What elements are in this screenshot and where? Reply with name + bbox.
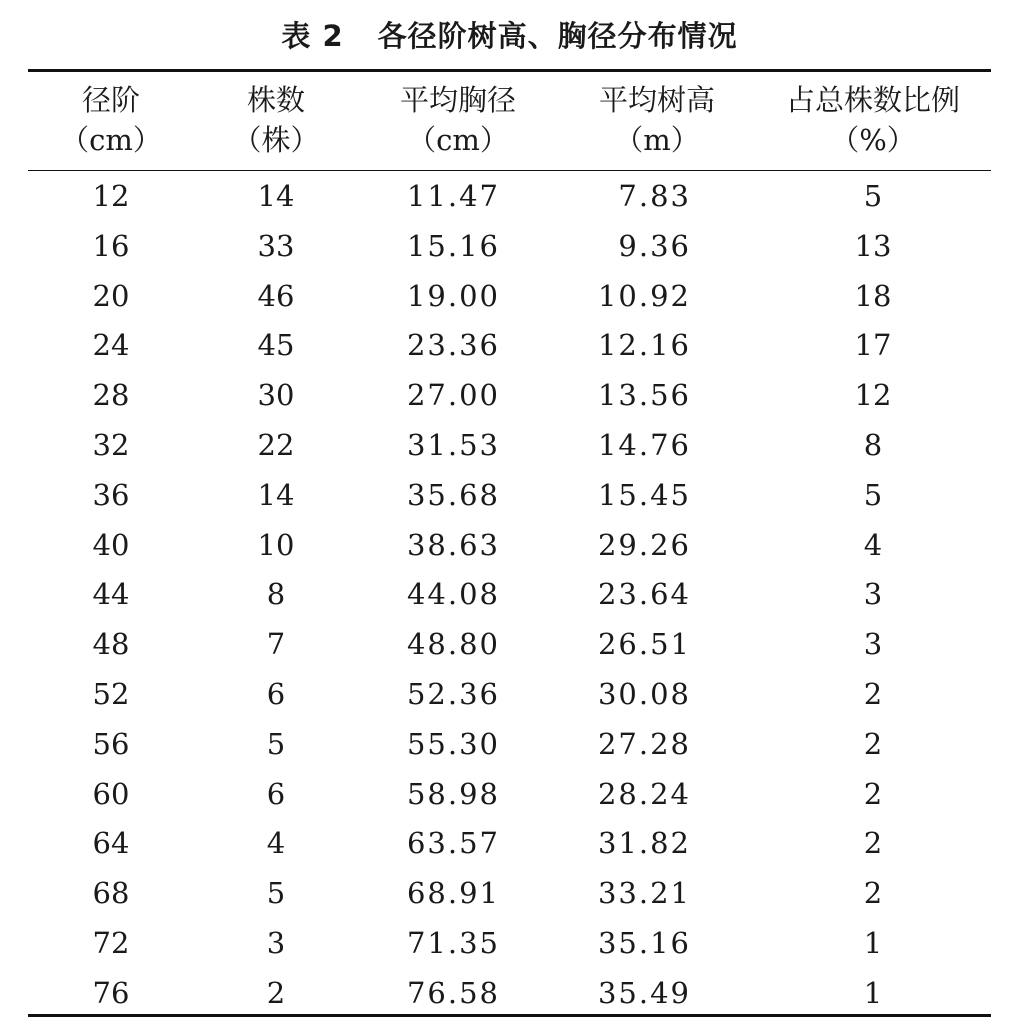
header-mean-dbh-unit: （cm）: [407, 123, 509, 157]
cell-mean-height: 12.16: [597, 328, 691, 363]
cell-tree-count: 5: [266, 726, 286, 761]
cell-share-of-total: 3: [863, 577, 883, 612]
cell-mean-height: 26.51: [597, 627, 691, 662]
cell-diameter-class: 32: [92, 428, 130, 462]
cell-tree-count: 8: [266, 577, 286, 612]
cell-mean-dbh: 35.68: [406, 477, 500, 512]
cell-mean-dbh: 38.63: [406, 527, 500, 562]
cell-diameter-class: 56: [92, 726, 130, 761]
cell-tree-count: 22: [257, 428, 295, 462]
cell-mean-height: 9.36: [618, 228, 691, 263]
cell-diameter-class: 44: [92, 577, 130, 612]
cell-mean-dbh: 44.08: [406, 577, 500, 612]
cell-diameter-class: 36: [92, 477, 130, 512]
table-bottom-rule: [28, 1014, 991, 1017]
cell-mean-dbh: 71.35: [406, 926, 500, 960]
cell-diameter-class: 20: [92, 278, 130, 313]
cell-share-of-total: 1: [863, 926, 883, 960]
header-mean-dbh: [378, 80, 538, 160]
cell-tree-count: 46: [257, 278, 295, 313]
header-mean-dbh-label: 平均胸径: [399, 83, 516, 117]
cell-tree-count: 6: [266, 776, 286, 811]
cell-diameter-class: 68: [92, 876, 130, 911]
cell-mean-height: 30.08: [597, 677, 691, 711]
cell-tree-count: 30: [257, 378, 295, 413]
cell-share-of-total: 13: [854, 228, 892, 263]
table-row: [28, 321, 991, 371]
header-diameter-class-unit: （cm）: [60, 123, 162, 157]
cell-share-of-total: 5: [863, 179, 883, 213]
table-row: [28, 272, 991, 322]
cell-share-of-total: 8: [863, 428, 883, 462]
cell-tree-count: 14: [257, 477, 295, 512]
cell-diameter-class: 24: [92, 328, 130, 363]
table-row: [28, 969, 991, 1019]
cell-share-of-total: 2: [863, 677, 883, 711]
cell-share-of-total: 2: [863, 776, 883, 811]
cell-share-of-total: 2: [863, 876, 883, 911]
cell-share-of-total: 18: [854, 278, 892, 313]
table-top-rule: [28, 69, 991, 72]
cell-mean-dbh: 55.30: [406, 726, 500, 761]
cell-diameter-class: 72: [92, 926, 130, 960]
table-row: [28, 770, 991, 820]
cell-diameter-class: 16: [92, 228, 130, 263]
cell-tree-count: 45: [257, 328, 295, 363]
cell-diameter-class: 60: [92, 776, 130, 811]
cell-mean-height: 35.49: [597, 975, 691, 1010]
cell-tree-count: 2: [266, 975, 286, 1010]
cell-mean-dbh: 52.36: [406, 677, 500, 711]
table-row: [28, 471, 991, 521]
cell-tree-count: 6: [266, 677, 286, 711]
cell-share-of-total: 17: [854, 328, 892, 363]
table-row: [28, 172, 991, 222]
cell-share-of-total: 2: [863, 826, 883, 861]
table-caption: [0, 14, 1019, 58]
table-row: [28, 670, 991, 720]
cell-mean-dbh: 68.91: [406, 876, 500, 911]
cell-diameter-class: 40: [92, 527, 130, 562]
cell-diameter-class: 12: [92, 179, 130, 213]
cell-tree-count: 5: [266, 876, 286, 911]
cell-tree-count: 10: [257, 527, 295, 562]
table-row: [28, 919, 991, 969]
table-caption-label: 表 2: [281, 19, 344, 53]
cell-tree-count: 4: [266, 826, 286, 861]
cell-diameter-class: 28: [92, 378, 130, 413]
cell-mean-dbh: 48.80: [406, 627, 500, 662]
table-row: [28, 819, 991, 869]
cell-share-of-total: 1: [863, 975, 883, 1010]
cell-mean-dbh: 58.98: [406, 776, 500, 811]
table-row: [28, 222, 991, 272]
cell-tree-count: 3: [266, 926, 286, 960]
cell-mean-height: 35.16: [597, 926, 691, 960]
cell-diameter-class: 76: [92, 975, 130, 1010]
cell-mean-dbh: 15.16: [406, 228, 500, 263]
cell-mean-dbh: 23.36: [406, 328, 500, 363]
table-row: [28, 421, 991, 471]
cell-mean-height: 10.92: [597, 278, 691, 313]
header-tree-count-unit: （株）: [232, 123, 320, 157]
table-header: [28, 80, 991, 164]
header-diameter-class: [46, 80, 176, 160]
header-diameter-class-label: 径阶: [81, 83, 140, 117]
table-header-rule: [28, 170, 991, 171]
table-row: [28, 720, 991, 770]
header-share-of-total: [768, 80, 978, 160]
header-tree-count: [211, 80, 341, 160]
header-mean-height: [577, 80, 737, 160]
table-caption-title: 各径阶树高、胸径分布情况: [377, 19, 738, 53]
header-share-of-total-label: 占总株数比例: [785, 83, 960, 117]
table-body: [28, 172, 991, 1014]
cell-tree-count: 14: [257, 179, 295, 213]
table-row: [28, 869, 991, 919]
cell-mean-height: 28.24: [597, 776, 691, 811]
header-share-of-total-unit: （%）: [830, 123, 916, 157]
cell-mean-dbh: 11.47: [406, 179, 500, 213]
cell-mean-height: 13.56: [597, 378, 691, 413]
cell-share-of-total: 5: [863, 477, 883, 512]
cell-mean-height: 31.82: [597, 826, 691, 861]
cell-diameter-class: 48: [92, 627, 130, 662]
cell-mean-dbh: 31.53: [406, 428, 500, 462]
cell-mean-height: 33.21: [597, 876, 691, 911]
cell-mean-height: 15.45: [597, 477, 691, 512]
cell-mean-height: 14.76: [597, 428, 691, 462]
cell-tree-count: 33: [257, 228, 295, 263]
cell-mean-height: 23.64: [597, 577, 691, 612]
cell-mean-dbh: 27.00: [406, 378, 500, 413]
header-tree-count-label: 株数: [246, 83, 305, 117]
table-row: [28, 521, 991, 571]
cell-share-of-total: 3: [863, 627, 883, 662]
table-row: [28, 371, 991, 421]
header-mean-height-unit: （m）: [614, 123, 700, 157]
cell-mean-height: 29.26: [597, 527, 691, 562]
cell-mean-dbh: 19.00: [406, 278, 500, 313]
header-mean-height-label: 平均树高: [598, 83, 715, 117]
cell-mean-dbh: 76.58: [406, 975, 500, 1010]
cell-diameter-class: 52: [92, 677, 130, 711]
cell-share-of-total: 4: [863, 527, 883, 562]
cell-diameter-class: 64: [92, 826, 130, 861]
table-row: [28, 620, 991, 670]
cell-mean-dbh: 63.57: [406, 826, 500, 861]
cell-share-of-total: 12: [854, 378, 892, 413]
table-row: [28, 570, 991, 620]
cell-tree-count: 7: [266, 627, 286, 662]
cell-mean-height: 27.28: [597, 726, 691, 761]
cell-share-of-total: 2: [863, 726, 883, 761]
cell-mean-height: 7.83: [618, 179, 691, 213]
